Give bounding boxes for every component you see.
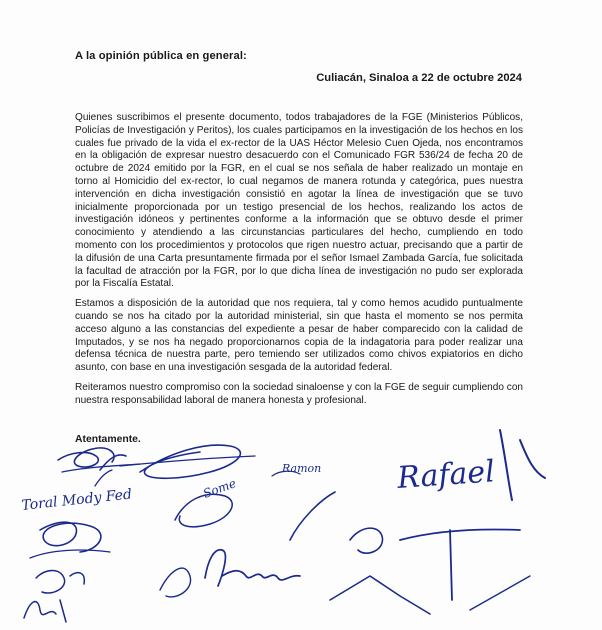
signature-5-text: Ramon	[282, 462, 322, 475]
signature-2	[120, 445, 255, 478]
signature-1	[58, 448, 140, 472]
place-date: Culiacán, Sinaloa a 22 de octubre 2024	[316, 72, 522, 84]
signature-10	[330, 528, 530, 614]
salutation: A la opinión pública en general:	[75, 50, 247, 62]
signature-5	[272, 462, 321, 476]
paragraph-3: Reiteramos nuestro compromiso con la sociedad sinaloense y con la FGE de seguir cumpliendo con nuestra responsabilidad laboral de manera honesta y profesional.	[75, 381, 523, 406]
signature-4	[175, 476, 238, 527]
signature-7	[30, 522, 110, 558]
paragraph-2: Estamos a disposición de la autoridad que nos requiera, tal y como hemos acudido puntualmente cuando se nos ha citado por la autoridad ministerial, sin que hasta el momento se nos permita acceso alguno a las constancias del expediente a pesar de haber comparecido con la calidad de Imputados, y se nos ha negado proporcionarnos copia de la indagatoria para poder realizar una defensa técnica de nuestra parte, pero temiendo ser utilizados como chivos expiatorios en dicho asunto, con base en una investigación sesgada de la autoridad federal.	[75, 298, 523, 374]
signature-8	[160, 492, 335, 597]
signature-9	[24, 571, 84, 623]
signature-6-text: Rafael	[396, 454, 496, 496]
signature-4-text: Some	[201, 476, 238, 501]
paragraph-1: Quienes suscribimos el presente documento, todos trabajadores de la FGE (Ministerios Públicos, Policías de Investigación y Peritos), los cuales participamos en la investigación de los hechos en los cuales fue privado de la vida el ex-rector de la UAS Héctor Melesio Cuen Ojeda, nos encontramos en la obligación de expresar nuestro desacuerdo con el Comunicado FGR 536/24 de fecha 20 de octubre de 2024 emitido por la FGR, en el cual se nos señala de haber realizado un montaje en torno al Homicidio del ex-rector, lo cual negamos de manera rotunda y categórica, pues nuestra intervención en dicha investigación consistió en agotar la línea de investigación que se tuvo inicialmente proporcionada por un testigo presencial de los hechos, realizando los actos de investigación idóneos y pertinentes conforme a la información que se obtuvo desde el primer conocimiento y atendiendo a las circunstancias particulares del hecho, cumpliendo en todo momento con los procedimientos y protocolos que rigen nuestro actuar, precisando que a partir de la difusión de una Carta presuntamente firmada por el señor Ismael Zambada García, fue solicitada la facultad de atracción por la FGR, por lo que dicha línea de investigación no pudo ser explorada por la Fiscalía Estatal.	[75, 112, 523, 290]
letter-body	[75, 112, 523, 415]
closing: Atentamente.	[75, 434, 141, 445]
signature-6	[395, 430, 545, 600]
signature-3-text: Toral Mody Fed	[20, 486, 133, 514]
signature-3	[21, 470, 133, 514]
